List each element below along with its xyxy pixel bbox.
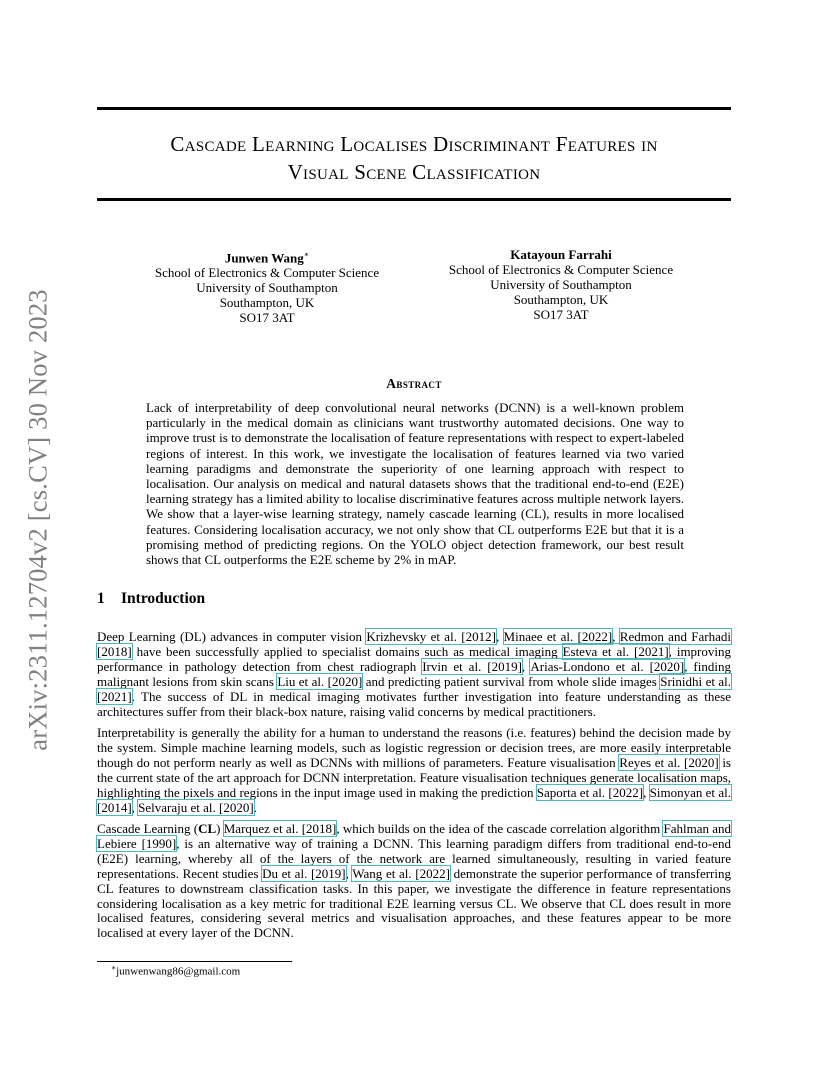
paragraph-1: Deep Learning (DL) advances in computer vision Krizhevsky et al. [2012], Minaee et al. [2022], Redmon and Farhadi [2018] have been successfully applied to specialist domains such as medical imaging Esteva et al. [2021], improving performance in pathology detection from chest radiograph Irvin et al. [2019], Arias-Londono et al. [2020], finding malignant lesions from skin scans Liu et al. [2020] and predicting patient survival from whole slide images Srinidhi et al. [2021]. The success of DL in medical imaging motivates further investigation into feature understanding as these architectures suffer from their black-box nature, raising valid concerns by medical practitioners. (97, 629, 732, 719)
abstract-heading: Abstract (386, 376, 442, 391)
citation-link[interactable]: Saporta et al. [2022] (536, 784, 644, 800)
footnote-marker: ∗ (111, 963, 117, 972)
title-bottom-rule (97, 198, 731, 201)
citation-link[interactable]: Wang et al. [2022] (352, 865, 450, 881)
footnote-rule (97, 961, 292, 962)
citation-link[interactable]: Reyes et al. [2020] (619, 754, 719, 770)
author-block-1 (137, 247, 397, 325)
author-name: Junwen Wang∗ (224, 250, 310, 266)
citation-link[interactable]: Krizhevsky et al. [2012] (366, 629, 496, 644)
title-line-2: Visual Scene Classification (287, 160, 541, 184)
author-city: Southampton, UK (219, 295, 315, 311)
author-university: University of Southampton (490, 277, 632, 292)
title-line-1: Cascade Learning Localises Discriminant Features in (170, 132, 658, 156)
abstract-text: Lack of interpretability of deep convolutional neural networks (DCNN) is a well-known problem particularly in the medical domain as clinicians want trustworthy automated decisions. One way to improve trust is to demonstrate the localisation of feature representations with respect to expert-labeled regions of interest. In this work, we investigate the localisation of features learned via two varied learning paradigms and demonstrate the superiority of one learning approach with respect to localisation. Our analysis on medical and natural datasets shows that the traditional end-to-end (E2E) learning strategy has a limited ability to localise discriminative features across multiple network layers. We show that a layer-wise learning strategy, namely cascade learning (CL), results in more localised features. Considering localisation accuracy, we not only show that CL outperforms E2E but that it is a promising method of predicting regions. On the YOLO object detection framework, our best result shows that CL outperforms the E2E scheme by 2% in mAP. (146, 400, 684, 568)
section-number: 1 (97, 590, 105, 607)
footnote-email[interactable]: junwenwang86@gmail.com (116, 965, 241, 978)
author-affiliation: School of Electronics & Computer Science (154, 265, 380, 281)
citation-link[interactable]: Du et al. [2019] (262, 865, 346, 881)
author-name: Katayoun Farrahi (510, 247, 612, 262)
author-postcode: SO17 3AT (533, 307, 589, 322)
citation-link[interactable]: Liu et al. [2020] (277, 673, 363, 689)
author-city: Southampton, UK (513, 292, 609, 307)
author-affiliation: School of Electronics & Computer Science (448, 262, 674, 277)
footnote-marker[interactable]: ∗ (303, 250, 310, 259)
citation-link[interactable]: Irvin et al. [2019] (422, 658, 522, 674)
author-block-2 (431, 247, 691, 322)
citation-link[interactable]: Srinidhi et al. [2021] (97, 673, 731, 704)
paragraph-2: Interpretability is generally the ability for a human to understand the reasons (i.e. features) behind the decision made by the system. Simple machine learning models, such as logistic regression or decision trees, are more easily interpretable though do not perform nearly as well as DCNNs with millions of parameters. Feature visualisation Reyes et al. [2020] is the current state of the art approach for DCNN interpretation. Feature visualisation techniques generate localisation maps, highlighting the pixels and regions in the input image used in making the prediction Saporta et al. [2022], Simonyan et al. [2014], Selvaraju et al. [2020]. (97, 725, 731, 815)
citation-link[interactable]: Arias-Londono et al. [2020] (530, 658, 685, 674)
arxiv-stamp[interactable]: arXiv:2311.12704v2 [cs.CV] 30 Nov 2023 (22, 289, 53, 751)
citation-link[interactable]: Esteva et al. [2021] (562, 643, 669, 659)
citation-link[interactable]: Selvaraju et al. [2020] (138, 799, 254, 815)
paper-title (97, 130, 731, 186)
citation-link[interactable]: Marquez et al. [2018] (223, 821, 337, 836)
citation-link[interactable]: Redmon and Farhadi [2018] (97, 629, 732, 659)
title-top-rule (97, 107, 731, 110)
citation-link[interactable]: Minaee et al. [2022] (503, 629, 613, 644)
citation-link[interactable]: Fahlman and Lebiere [1990] (97, 821, 732, 851)
section-heading (97, 590, 205, 608)
section-title: Introduction (121, 590, 206, 607)
paragraph-3: Cascade Learning (CL) Marquez et al. [2018], which builds on the idea of the cascade correlation algorithm Fahlman and Lebiere [1990], is an alternative way of training a DCNN. This learning paradigm differs from traditional end-to-end (E2E) learning, whereby all of the layers of the network are learned simultaneously, resulting in varied feature representations. Recent studies Du et al. [2019], Wang et al. [2022] demonstrate the superior performance of transferring CL features to downstream classification tasks. In this paper, we investigate the difference in feature representations considering localisation as a key metric for traditional E2E learning versus CL. We observe that CL does result in more localised features, considering several metrics and visualisation approaches, and these features appear to be more localised at every layer of the DCNN. (97, 821, 732, 941)
cl-acronym: CL (198, 821, 217, 836)
citation-link[interactable]: Simonyan et al. [2014] (97, 784, 731, 815)
author-postcode: SO17 3AT (239, 310, 295, 326)
author-university: University of Southampton (196, 280, 338, 296)
footnote (111, 963, 240, 978)
